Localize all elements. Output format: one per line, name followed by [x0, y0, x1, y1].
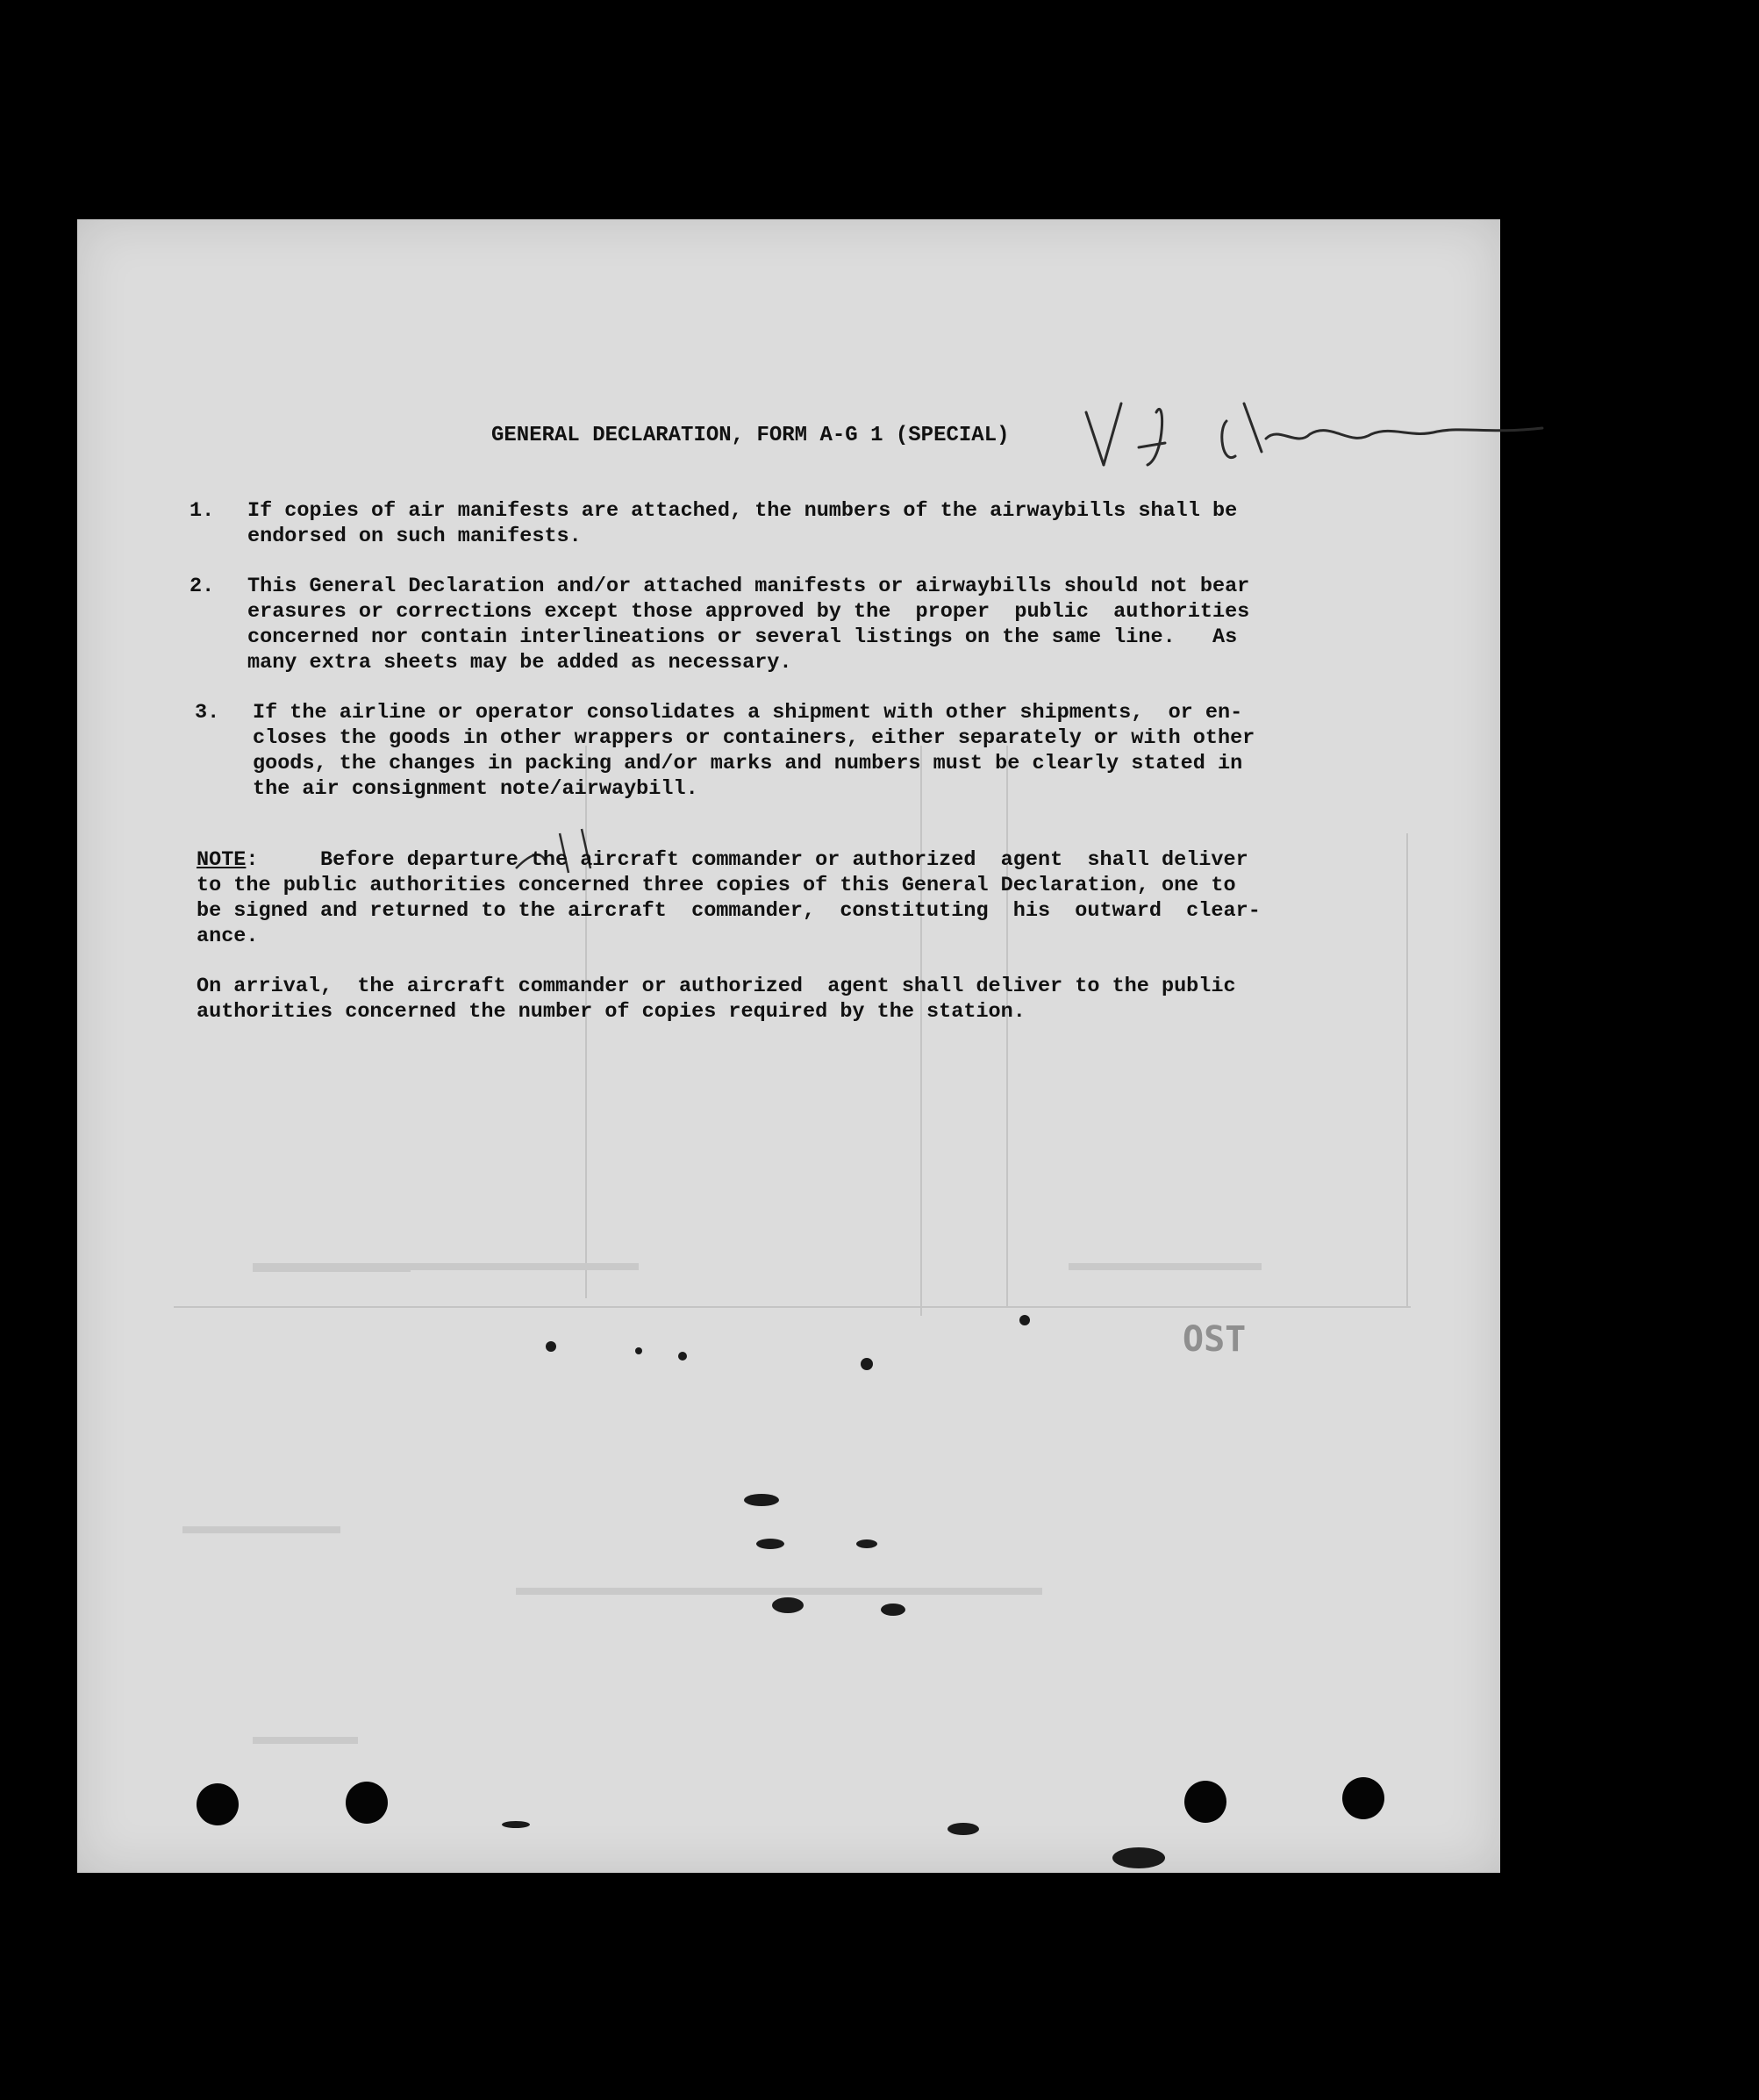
punch-hole [1184, 1781, 1226, 1823]
list-item-1-line-2: endorsed on such manifests. [247, 525, 582, 548]
list-item-3-line-4: the air consignment note/airwaybill. [253, 777, 698, 801]
arrival-line-2: authorities concerned the number of copies required by the station. [197, 1000, 1026, 1024]
punch-hole [1342, 1777, 1384, 1819]
note-line-2: to the public authorities concerned three copies of this General Declaration, one to [197, 874, 1236, 897]
note-line-3: be signed and returned to the aircraft commander, constituting his outward clear- [197, 899, 1261, 923]
list-item-1-line-1: If copies of air manifests are attached, the numbers of the airwaybills shall be [247, 499, 1238, 523]
list-item-3-line-3: goods, the changes in packing and/or marks and numbers must be clearly stated in [253, 752, 1243, 775]
note-line-4: ance. [197, 925, 259, 948]
item-number: 2. [189, 575, 215, 598]
list-item-2-line-4: many extra sheets may be added as necessary. [247, 651, 792, 675]
document-page [77, 219, 1500, 1873]
list-item-2-line-1: This General Declaration and/or attached manifests or airwaybills should not bear [247, 575, 1250, 598]
list-item-2-line-2: erasures or corrections except those approved by the proper public authorities [247, 600, 1250, 624]
item-number: 3. [195, 701, 220, 725]
list-item-3-line-1: If the airline or operator consolidates a shipment with other shipments, or en- [253, 701, 1243, 725]
list-item-3-line-2: closes the goods in other wrappers or containers, either separately or with other [253, 726, 1255, 750]
arrival-line-1: On arrival, the aircraft commander or authorized agent shall deliver to the public [197, 975, 1236, 998]
note-label: NOTE [197, 848, 247, 872]
item-number: 1. [189, 499, 215, 523]
svg-text:OST: OST [1183, 1319, 1247, 1360]
punch-holes [77, 219, 1500, 1873]
punch-hole [197, 1783, 239, 1825]
note-colon: : [246, 848, 259, 872]
list-item-2-line-3: concerned nor contain interlineations or several listings on the same line. As [247, 625, 1238, 649]
document-title: GENERAL DECLARATION, FORM A-G 1 (SPECIAL) [491, 424, 1010, 447]
punch-hole [346, 1782, 388, 1824]
note-first-line-text: Before departure the aircraft commander or authorized agent shall deliver [258, 848, 1248, 872]
